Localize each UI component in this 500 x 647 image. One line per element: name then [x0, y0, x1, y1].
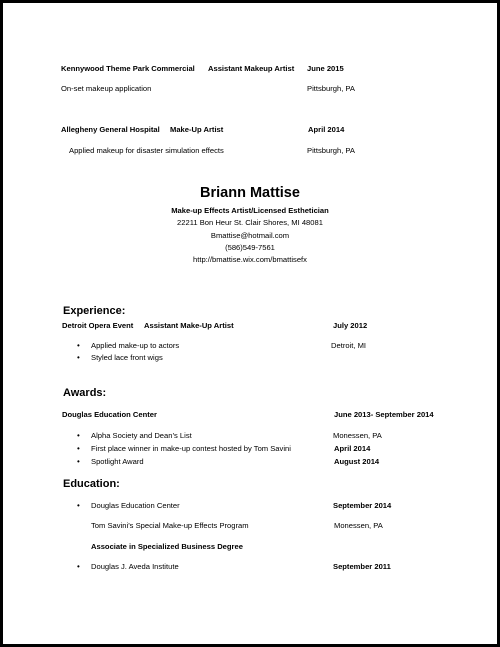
award-right: August 2014 — [334, 457, 380, 466]
experience-role: Assistant Make-Up Artist — [144, 321, 234, 330]
experience-bullet: Applied make-up to actors — [91, 341, 180, 350]
education-school: Douglas J. Aveda Institute — [91, 562, 179, 571]
education-heading: Education: — [63, 478, 120, 490]
bullet: • — [77, 501, 80, 510]
education-date: September 2014 — [333, 501, 392, 510]
award-item: First place winner in make-up contest hosted by Tom Savini — [91, 444, 291, 453]
education-program: Tom Savini’s Special Make-up Effects Program — [91, 521, 249, 530]
address: 22211 Bon Heur St. Clair Shores, MI 48081 — [177, 218, 323, 227]
job-description: Applied makeup for disaster simulation effects — [69, 146, 224, 155]
job-role: Make-Up Artist — [170, 125, 224, 134]
award-item: Alpha Society and Dean’s List — [91, 431, 192, 440]
job-location: Pittsburgh, PA — [307, 146, 355, 155]
experience-location: Detroit, MI — [331, 341, 367, 350]
resume-page — [3, 3, 497, 644]
experience-employer: Detroit Opera Event — [62, 321, 134, 330]
email: Bmattise@hotmail.com — [210, 231, 290, 240]
website: http://bmattise.wix.com/bmattisefx — [193, 255, 307, 264]
experience-date: July 2012 — [333, 321, 368, 330]
experience-heading: Experience: — [63, 305, 126, 317]
bullet: • — [77, 341, 80, 350]
job-date: June 2015 — [307, 64, 344, 73]
job-role: Assistant Makeup Artist — [208, 64, 295, 73]
bullet: • — [77, 444, 80, 453]
job-employer: Kennywood Theme Park Commercial — [61, 64, 195, 73]
education-location: Monessen, PA — [334, 521, 383, 530]
awards-heading: Awards: — [63, 387, 107, 399]
awards-institution: Douglas Education Center — [62, 410, 157, 419]
bullet: • — [77, 353, 80, 362]
job-employer: Allegheny General Hospital — [61, 125, 160, 134]
award-item: Spotlight Award — [91, 457, 144, 466]
resume-title: Make-up Effects Artist/Licensed Esthetician — [171, 206, 329, 215]
awards-date: June 2013- September 2014 — [334, 410, 434, 419]
resume-name: Briann Mattise — [200, 185, 300, 201]
phone: (586)549-7561 — [225, 243, 275, 252]
experience-bullet: Styled lace front wigs — [91, 353, 163, 362]
job-description: On-set makeup application — [61, 84, 152, 93]
bullet: • — [77, 457, 80, 466]
education-date: September 2011 — [333, 562, 391, 571]
bullet: • — [77, 562, 80, 571]
bullet: • — [77, 431, 80, 440]
education-school: Douglas Education Center — [91, 501, 180, 510]
job-date: April 2014 — [308, 125, 345, 134]
award-right: Monessen, PA — [333, 431, 382, 440]
job-location: Pittsburgh, PA — [307, 84, 355, 93]
award-right: April 2014 — [334, 444, 371, 453]
education-degree: Associate in Specialized Business Degree — [91, 542, 243, 551]
